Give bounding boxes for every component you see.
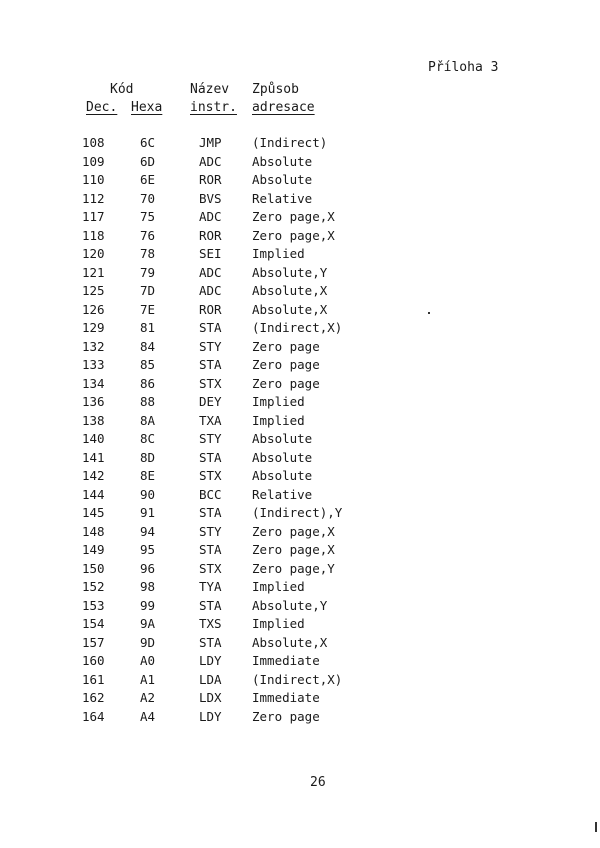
header-nazev: Název xyxy=(190,82,230,97)
dec-cell: 162 xyxy=(82,690,105,705)
hex-cell: 84 xyxy=(140,338,156,354)
hex-cell: 76 xyxy=(140,227,156,243)
hex-cell: 90 xyxy=(140,486,156,502)
instr-cell: LDY xyxy=(199,653,222,668)
dec-cell: 152 xyxy=(82,579,105,594)
mode-cell: Relative xyxy=(252,190,313,206)
instr-cell: ROR xyxy=(199,227,222,243)
mode-cell: Implied xyxy=(252,412,305,428)
table-row xyxy=(0,321,600,340)
hex-cell: 79 xyxy=(140,264,156,280)
table-row xyxy=(0,710,600,729)
table-row xyxy=(0,155,600,174)
instr-cell: STX xyxy=(199,560,222,576)
mode-cell: Immediate xyxy=(252,653,320,668)
table-row xyxy=(0,525,600,544)
mode-cell: Absolute xyxy=(252,449,313,465)
scan-dot xyxy=(428,312,430,314)
dec-cell: 129 xyxy=(82,320,105,335)
instr-cell: STX xyxy=(199,375,222,391)
hex-cell: 75 xyxy=(140,209,156,224)
hex-cell: 8E xyxy=(140,468,156,483)
mode-cell: Absolute xyxy=(252,153,313,169)
hex-cell: 88 xyxy=(140,394,156,409)
dec-cell: 120 xyxy=(82,246,105,261)
instr-cell: TXS xyxy=(199,616,222,631)
hex-cell: 86 xyxy=(140,375,156,391)
hex-cell: 9D xyxy=(140,634,156,650)
instr-cell: DEY xyxy=(199,394,222,409)
mode-cell: Zero page xyxy=(252,357,320,372)
dec-cell: 121 xyxy=(82,264,105,280)
hex-cell: 81 xyxy=(140,320,156,335)
dec-cell: 164 xyxy=(82,708,105,724)
hex-cell: A0 xyxy=(140,653,156,668)
hex-cell: 91 xyxy=(140,505,156,520)
table-row xyxy=(0,636,600,655)
dec-cell: 149 xyxy=(82,542,105,557)
instr-cell: STA xyxy=(199,542,222,557)
instr-cell: STY xyxy=(199,523,222,539)
instr-cell: ADC xyxy=(199,153,222,169)
mode-cell: Immediate xyxy=(252,690,320,705)
hex-cell: 9A xyxy=(140,616,156,631)
dec-cell: 153 xyxy=(82,597,105,613)
header-hexa: Hexa xyxy=(131,100,163,115)
instr-cell: STA xyxy=(199,505,222,520)
instr-cell: STX xyxy=(199,468,222,483)
dec-cell: 132 xyxy=(82,338,105,354)
dec-cell: 142 xyxy=(82,468,105,483)
table-row xyxy=(0,562,600,581)
dec-cell: 112 xyxy=(82,190,105,206)
instr-cell: STA xyxy=(199,449,222,465)
table-row xyxy=(0,136,600,155)
table-row xyxy=(0,469,600,488)
dec-cell: 150 xyxy=(82,560,105,576)
appendix-label: Příloha 3 xyxy=(428,60,499,75)
mode-cell: Implied xyxy=(252,394,305,409)
opcode-table xyxy=(0,136,600,728)
hex-cell: A2 xyxy=(140,690,156,705)
mode-cell: Zero page,X xyxy=(252,227,335,243)
dec-cell: 117 xyxy=(82,209,105,224)
mode-cell: Absolute,X xyxy=(252,634,328,650)
mode-cell: Zero page xyxy=(252,375,320,391)
instr-cell: ADC xyxy=(199,264,222,280)
instr-cell: TXA xyxy=(199,412,222,428)
table-row xyxy=(0,543,600,562)
mode-cell: (Indirect,X) xyxy=(252,671,343,687)
table-row xyxy=(0,691,600,710)
instr-cell: STA xyxy=(199,320,222,335)
dec-cell: 136 xyxy=(82,394,105,409)
mode-cell: Implied xyxy=(252,616,305,631)
hex-cell: 8A xyxy=(140,412,156,428)
hex-cell: 94 xyxy=(140,523,156,539)
hex-cell: 7D xyxy=(140,283,156,298)
scan-mark xyxy=(595,822,597,832)
mode-cell: Zero page,Y xyxy=(252,560,335,576)
table-row xyxy=(0,673,600,692)
dec-cell: 138 xyxy=(82,412,105,428)
table-row xyxy=(0,599,600,618)
hex-cell: A4 xyxy=(140,708,156,724)
mode-cell: Zero page,X xyxy=(252,542,335,557)
table-row xyxy=(0,506,600,525)
table-row xyxy=(0,210,600,229)
table-row xyxy=(0,414,600,433)
header-zpusob: Způsob xyxy=(252,82,299,97)
mode-cell: Zero page xyxy=(252,338,320,354)
dec-cell: 134 xyxy=(82,375,105,391)
dec-cell: 161 xyxy=(82,671,105,687)
instr-cell: SEI xyxy=(199,246,222,261)
dec-cell: 126 xyxy=(82,301,105,317)
hex-cell: 95 xyxy=(140,542,156,557)
mode-cell: Absolute xyxy=(252,468,313,483)
table-row xyxy=(0,432,600,451)
table-row xyxy=(0,654,600,673)
dec-cell: 145 xyxy=(82,505,105,520)
hex-cell: 85 xyxy=(140,357,156,372)
table-row xyxy=(0,451,600,470)
table-row xyxy=(0,580,600,599)
instr-cell: ROR xyxy=(199,301,222,317)
hex-cell: A1 xyxy=(140,671,156,687)
mode-cell: Zero page xyxy=(252,708,320,724)
table-row xyxy=(0,284,600,303)
table-row xyxy=(0,395,600,414)
dec-cell: 125 xyxy=(82,283,105,298)
instr-cell: ADC xyxy=(199,283,222,298)
instr-cell: LDA xyxy=(199,671,222,687)
hex-cell: 98 xyxy=(140,579,156,594)
dec-cell: 141 xyxy=(82,449,105,465)
instr-cell: STA xyxy=(199,597,222,613)
header-kod: Kód xyxy=(110,82,134,97)
instr-cell: BVS xyxy=(199,190,222,206)
table-row xyxy=(0,173,600,192)
instr-cell: LDY xyxy=(199,708,222,724)
hex-cell: 8D xyxy=(140,449,156,465)
hex-cell: 8C xyxy=(140,431,156,446)
dec-cell: 109 xyxy=(82,153,105,169)
table-row xyxy=(0,266,600,285)
instr-cell: STA xyxy=(199,634,222,650)
mode-cell: Implied xyxy=(252,579,305,594)
dec-cell: 140 xyxy=(82,431,105,446)
mode-cell: Absolute xyxy=(252,431,313,446)
instr-cell: ROR xyxy=(199,172,222,187)
dec-cell: 133 xyxy=(82,357,105,372)
dec-cell: 110 xyxy=(82,172,105,187)
mode-cell: (Indirect) xyxy=(252,135,328,150)
header-dec: Dec. xyxy=(86,100,118,115)
mode-cell: (Indirect,X) xyxy=(252,320,343,335)
instr-cell: TYA xyxy=(199,579,222,594)
table-row xyxy=(0,303,600,322)
hex-cell: 7E xyxy=(140,301,156,317)
dec-cell: 108 xyxy=(82,135,105,150)
mode-cell: (Indirect),Y xyxy=(252,505,343,520)
mode-cell: Absolute,Y xyxy=(252,597,328,613)
header-instr: instr. xyxy=(190,100,237,115)
instr-cell: BCC xyxy=(199,486,222,502)
dec-cell: 157 xyxy=(82,634,105,650)
dec-cell: 154 xyxy=(82,616,105,631)
table-row xyxy=(0,192,600,211)
instr-cell: STA xyxy=(199,357,222,372)
instr-cell: ADC xyxy=(199,209,222,224)
mode-cell: Absolute,X xyxy=(252,301,328,317)
mode-cell: Zero page,X xyxy=(252,209,335,224)
header-adresace: adresace xyxy=(252,100,315,115)
dec-cell: 118 xyxy=(82,227,105,243)
dec-cell: 160 xyxy=(82,653,105,668)
mode-cell: Zero page,X xyxy=(252,523,335,539)
table-row xyxy=(0,247,600,266)
instr-cell: JMP xyxy=(199,135,222,150)
instr-cell: LDX xyxy=(199,690,222,705)
table-row xyxy=(0,617,600,636)
dec-cell: 144 xyxy=(82,486,105,502)
table-row xyxy=(0,340,600,359)
mode-cell: Relative xyxy=(252,486,313,502)
table-row xyxy=(0,488,600,507)
mode-cell: Absolute,X xyxy=(252,283,328,298)
mode-cell: Absolute,Y xyxy=(252,264,328,280)
hex-cell: 96 xyxy=(140,560,156,576)
dec-cell: 148 xyxy=(82,523,105,539)
hex-cell: 6C xyxy=(140,135,156,150)
hex-cell: 6D xyxy=(140,153,156,169)
hex-cell: 78 xyxy=(140,246,156,261)
page-number: 26 xyxy=(310,775,326,790)
instr-cell: STY xyxy=(199,338,222,354)
table-row xyxy=(0,358,600,377)
instr-cell: STY xyxy=(199,431,222,446)
hex-cell: 99 xyxy=(140,597,156,613)
mode-cell: Absolute xyxy=(252,172,313,187)
mode-cell: Implied xyxy=(252,246,305,261)
hex-cell: 6E xyxy=(140,172,156,187)
table-row xyxy=(0,377,600,396)
table-row xyxy=(0,229,600,248)
hex-cell: 70 xyxy=(140,190,156,206)
